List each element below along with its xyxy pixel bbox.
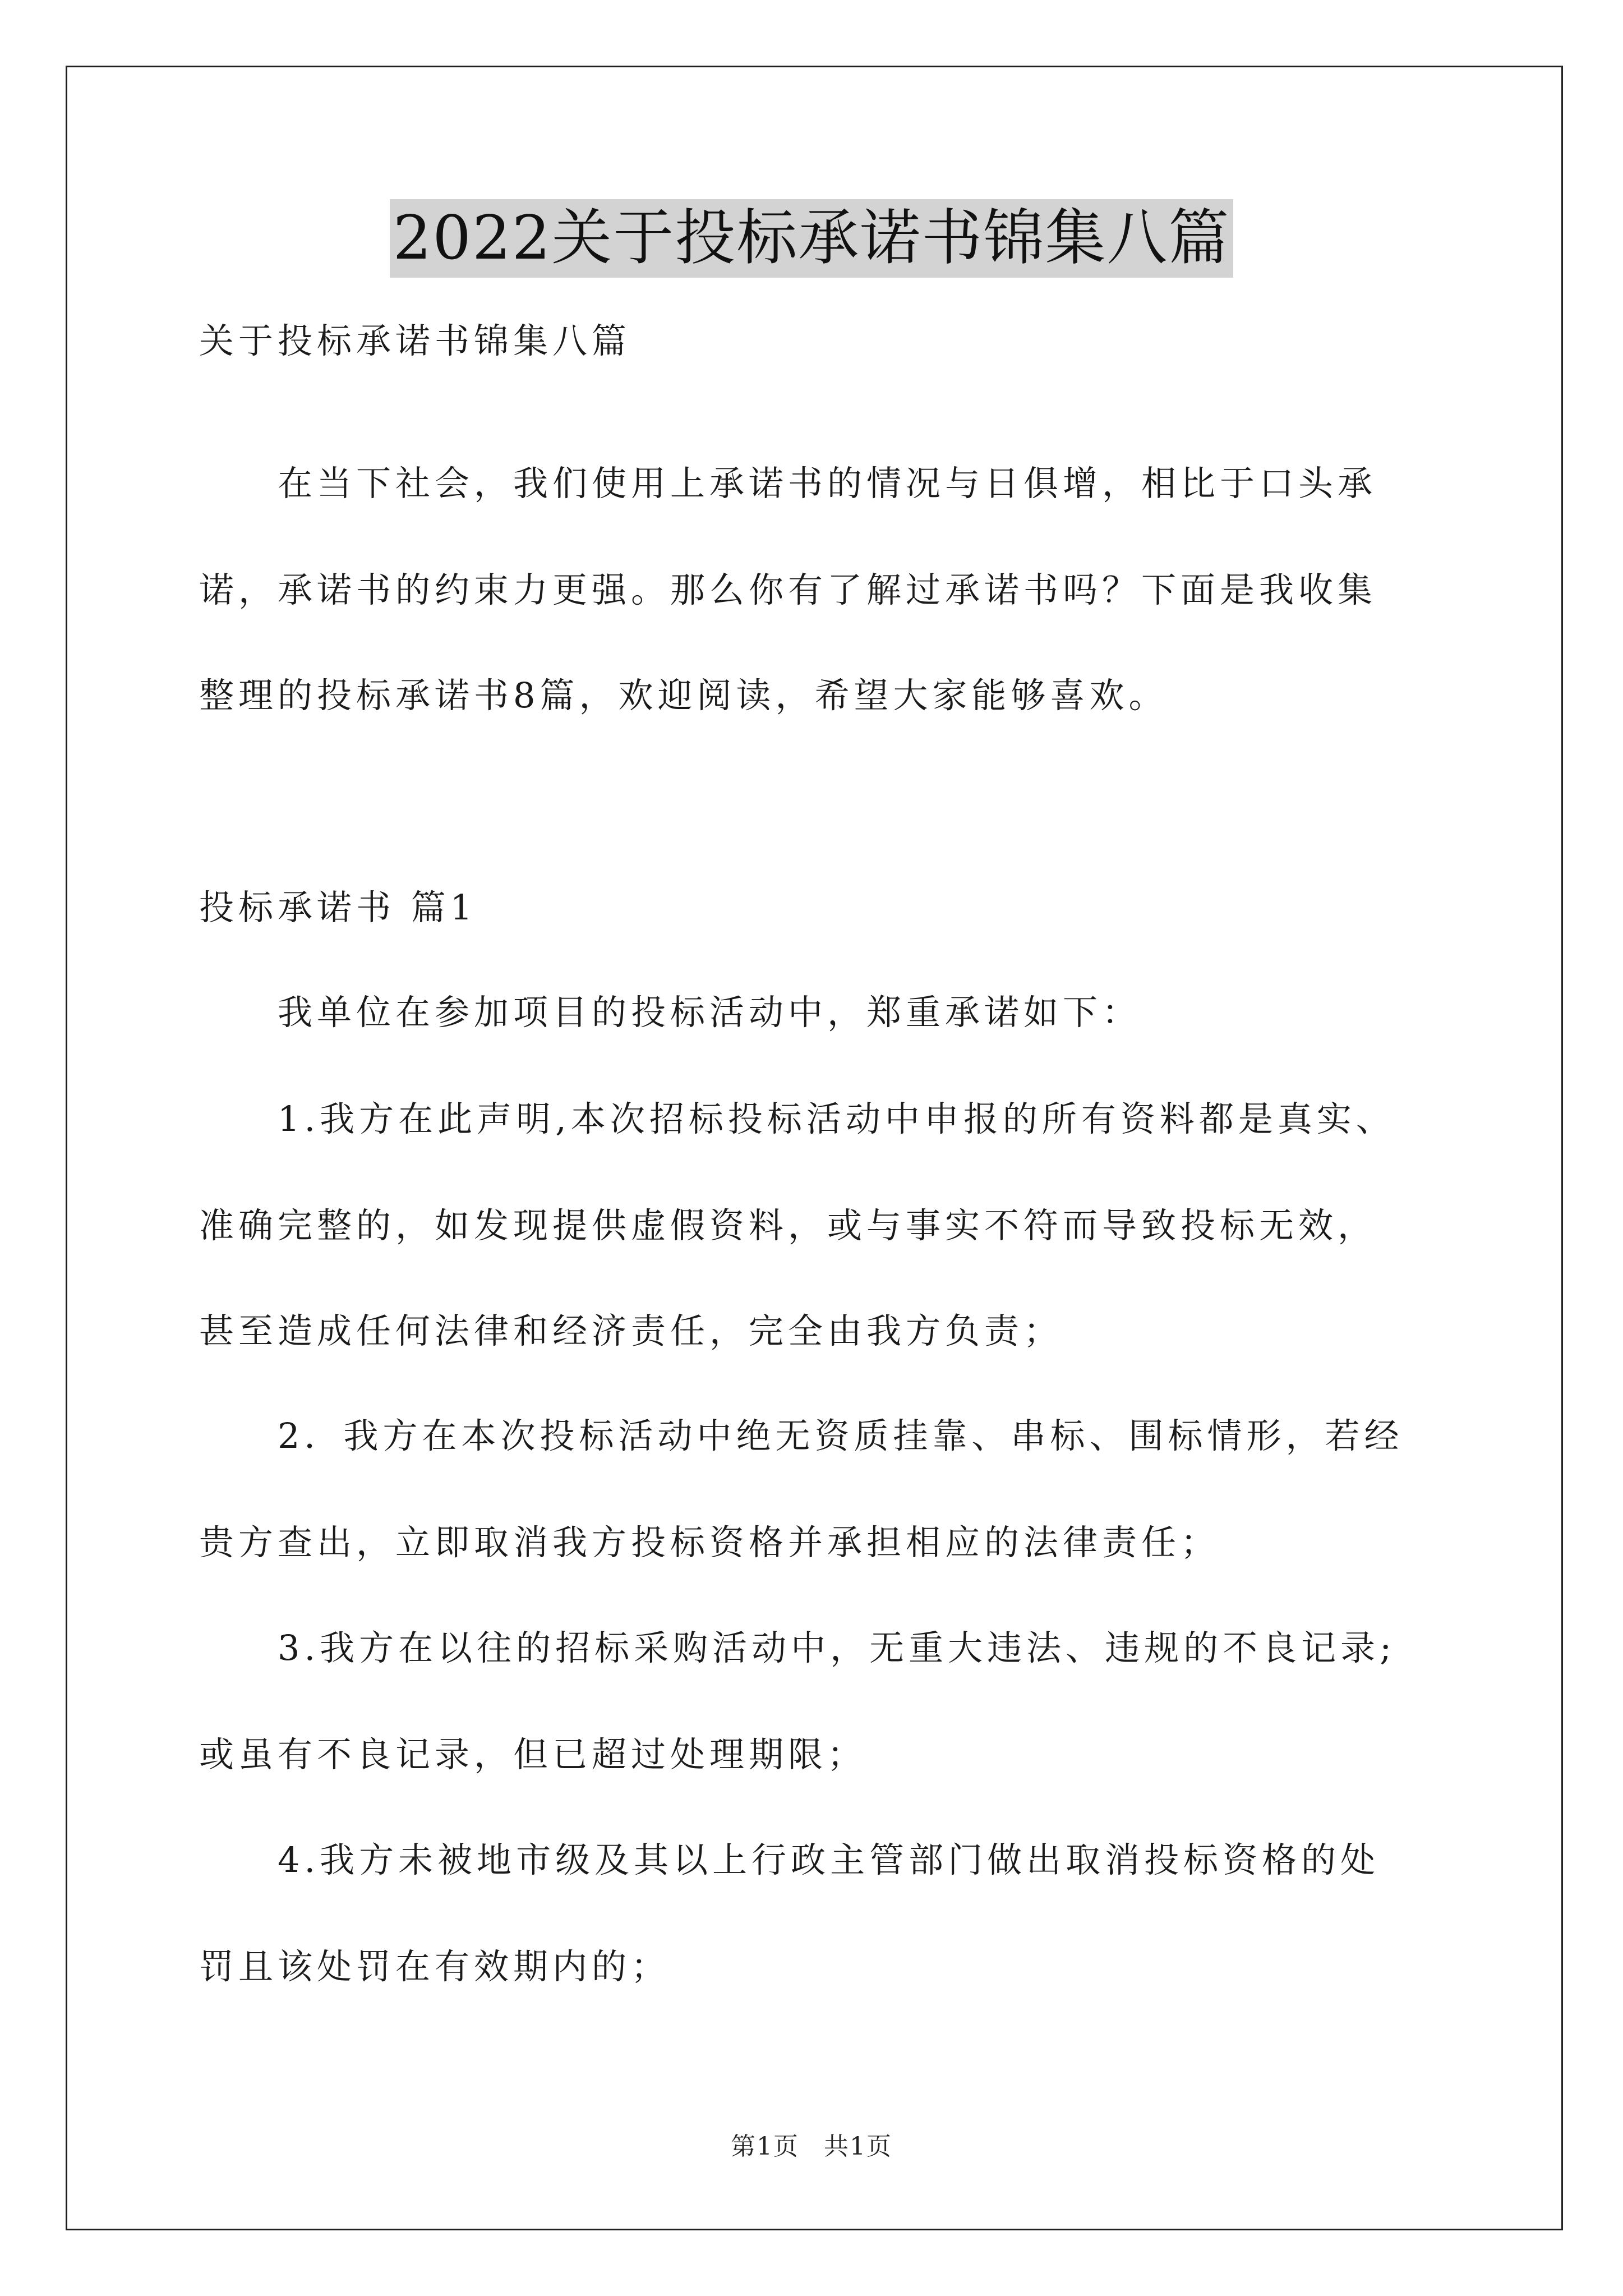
intro-line-3: 整理的投标承诺书8篇，欢迎阅读，希望大家能够喜欢。 [199, 675, 1168, 716]
body-line-7: 3.我方在以往的招标采购活动中，无重大违法、违规的不良记录; [278, 1627, 1396, 1668]
body-line-5: 2．我方在本次投标活动中绝无资质挂靠、串标、围标情形，若经 [278, 1415, 1404, 1456]
body-line-2: 1.我方在此声明,本次招标投标活动中申报的所有资料都是真实、 [278, 1098, 1395, 1139]
section-heading: 投标承诺书 篇1 [199, 887, 477, 928]
document-title: 2022关于投标承诺书锦集八篇 [390, 199, 1234, 278]
body-line-1: 我单位在参加项目的投标活动中，郑重承诺如下： [278, 992, 1142, 1033]
body-line-9: 4.我方未被地市级及其以上行政主管部门做出取消投标资格的处 [278, 1839, 1380, 1880]
intro-line-1: 在当下社会，我们使用上承诺书的情况与日俱增，相比于口头承 [278, 463, 1377, 504]
page-total: 共1页 [824, 2132, 892, 2161]
document-subtitle: 关于投标承诺书锦集八篇 [199, 320, 631, 361]
intro-line-2: 诺，承诺书的约束力更强。那么你有了解过承诺书吗？下面是我收集 [199, 569, 1377, 610]
body-line-6: 贵方查出，立即取消我方投标资格并承担相应的法律责任； [199, 1522, 1220, 1563]
page-footer [0, 2126, 1623, 2162]
body-line-4: 甚至造成任何法律和经济责任，完全由我方负责； [199, 1310, 1063, 1351]
body-line-3: 准确完整的，如发现提供虚假资料，或与事实不符而导致投标无效， [199, 1205, 1377, 1246]
body-line-10: 罚且该处罚在有效期内的； [199, 1946, 671, 1987]
page-number: 第1页 [731, 2132, 799, 2161]
body-line-8: 或虽有不良记录，但已超过处理期限； [199, 1734, 867, 1775]
page-border [66, 66, 1563, 2230]
title-container [0, 199, 1623, 278]
